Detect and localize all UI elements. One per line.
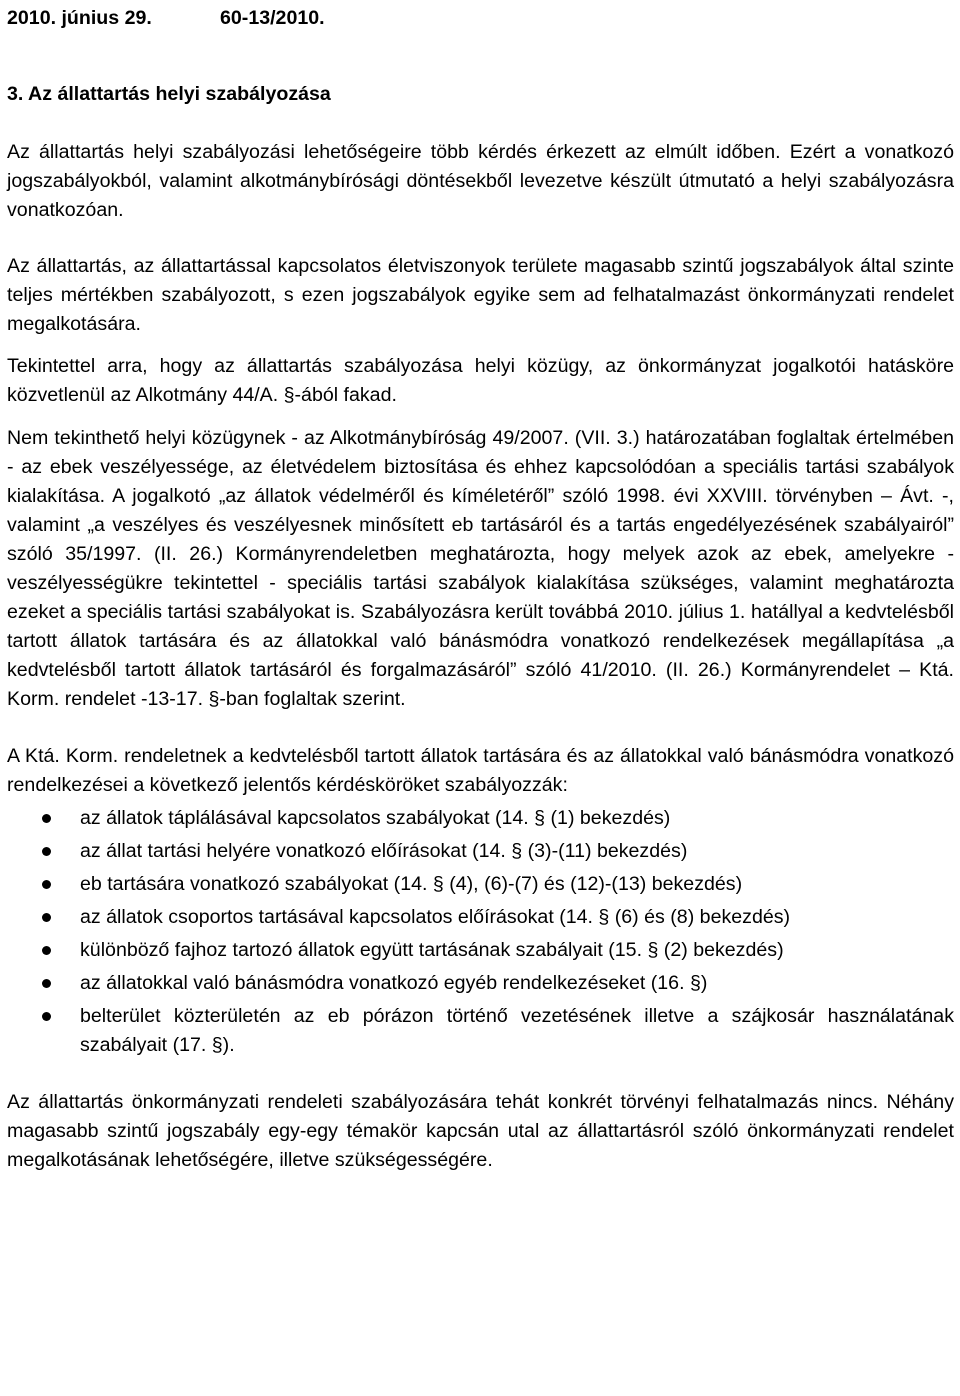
list-item	[7, 936, 954, 965]
list-item	[7, 837, 954, 866]
list-item	[7, 870, 954, 899]
list-item-text: az állatok csoportos tartásával kapcsolatos előírásokat (14. § (6) és (8) bekezdés)	[80, 906, 791, 928]
paragraph-intro: Az állattartás helyi szabályozási lehetőségeire több kérdés érkezett az elmúlt időben. Ezért a vonatkozó jogszabályokból, valamint alkotmánybírósági döntésekből levezetve készült útmutató a helyi szabályozásra vonatkozóan.	[7, 141, 954, 221]
paragraph-conclusion: Az állattartás önkormányzati rendeleti szabályozására tehát konkrét törvényi felhatalmazás nincs. Néhány magasabb szintű jogszabály egy-egy témakör kapcsán utal az állattartásról szóló önkormányzati rendelet megalkotásának lehetőségére, illetve szükségességére.	[7, 1091, 954, 1171]
document-page	[0, 4, 960, 1396]
list-item-text: az állat tartási helyére vonatkozó előírásokat (14. § (3)-(11) bekezdés)	[80, 840, 688, 862]
bullet-icon	[42, 979, 51, 988]
bullet-icon	[42, 1012, 51, 1021]
list-item	[7, 969, 954, 998]
bullet-icon	[42, 946, 51, 955]
paragraph-kta-regulations: A Ktá. Korm. rendeletnek a kedvtelésből tartott állatok tartására és az állatokkal való bánásmódra vonatkozó rendelkezései a következő jelentős kérdésköröket szabályozzák:	[7, 745, 954, 796]
list-item-text: belterület közterületén az eb pórázon történő vezetésének illetve a szájkosár használatának szabályait (17. §).	[80, 1005, 954, 1056]
paragraph-local-competence: Tekintettel arra, hogy az állattartás szabályozása helyi közügy, az önkormányzat jogalkotói hatásköre közvetlenül az Alkotmány 44/A. §-ából fakad.	[7, 355, 954, 406]
list-item-text: eb tartására vonatkozó szabályokat (14. § (4), (6)-(7) és (12)-(13) bekezdés)	[80, 873, 743, 895]
paragraph-regulation-scope: Az állattartás, az állattartással kapcsolatos életviszonyok területe magasabb szintű jogszabályok által szinte teljes mértékben szabályozott, s ezen jogszabályok egyike sem ad felhatalmazást önkormányzati rendelet megalkotására.	[7, 255, 954, 335]
header-doc-number: 60-13/2010.	[220, 7, 325, 29]
list-item	[7, 804, 954, 833]
paragraph-not-local-matter: Nem tekinthető helyi közügynek - az Alkotmánybíróság 49/2007. (VII. 3.) határozatában foglaltak értelmében - az ebek veszélyessége, az életvédelem biztosítása és ehhez kapcsolódóan a speciális tartási szabályok kialakítása. A jogalkotó „az állatok védelméről és kíméletéről” szóló 1998. évi XXVIII. törvényben – Ávt. -, valamint „a veszélyes és veszélyesnek minősített eb tartásáról és a tartás engedélyezésének szabályairól” szóló 35/1997. (II. 26.) Kormányrendeletben meghatározta, hogy melyek azok az ebek, amelyekre - veszélyességükre tekintettel - speciális tartási szabályok kialakítása szükséges, valamint meghatározta ezeket a speciális tartási szabályokat is. Szabályozásra került továbbá 2010. július 1. hatállyal a kedvtelésből tartott állatok tartására és az állatokkal való bánásmódra vonatkozó rendelkezések megállapítása „a kedvtelésből tartott állatok tartásáról és forgalmazásáról” szóló 41/2010. (II. 26.) Kormányrendelet – Ktá. Korm. rendelet -13-17. §-ban foglaltak szerint.	[7, 427, 954, 710]
bullet-icon	[42, 880, 51, 889]
section-title: 3. Az állattartás helyi szabályozása	[7, 83, 331, 105]
document-header	[7, 4, 954, 33]
list-item	[7, 1002, 954, 1060]
header-date: 2010. június 29.	[7, 7, 152, 29]
list-item-text: különböző fajhoz tartozó állatok együtt tartásának szabályait (15. § (2) bekezdés)	[80, 939, 784, 961]
list-item-text: az állatokkal való bánásmódra vonatkozó egyéb rendelkezéseket (16. §)	[80, 972, 708, 994]
list-item-text: az állatok táplálásával kapcsolatos szabályokat (14. § (1) bekezdés)	[80, 807, 671, 829]
list-item	[7, 903, 954, 932]
bullet-icon	[42, 814, 51, 823]
bullet-icon	[42, 913, 51, 922]
regulation-topics-list	[7, 804, 954, 1060]
bullet-icon	[42, 847, 51, 856]
